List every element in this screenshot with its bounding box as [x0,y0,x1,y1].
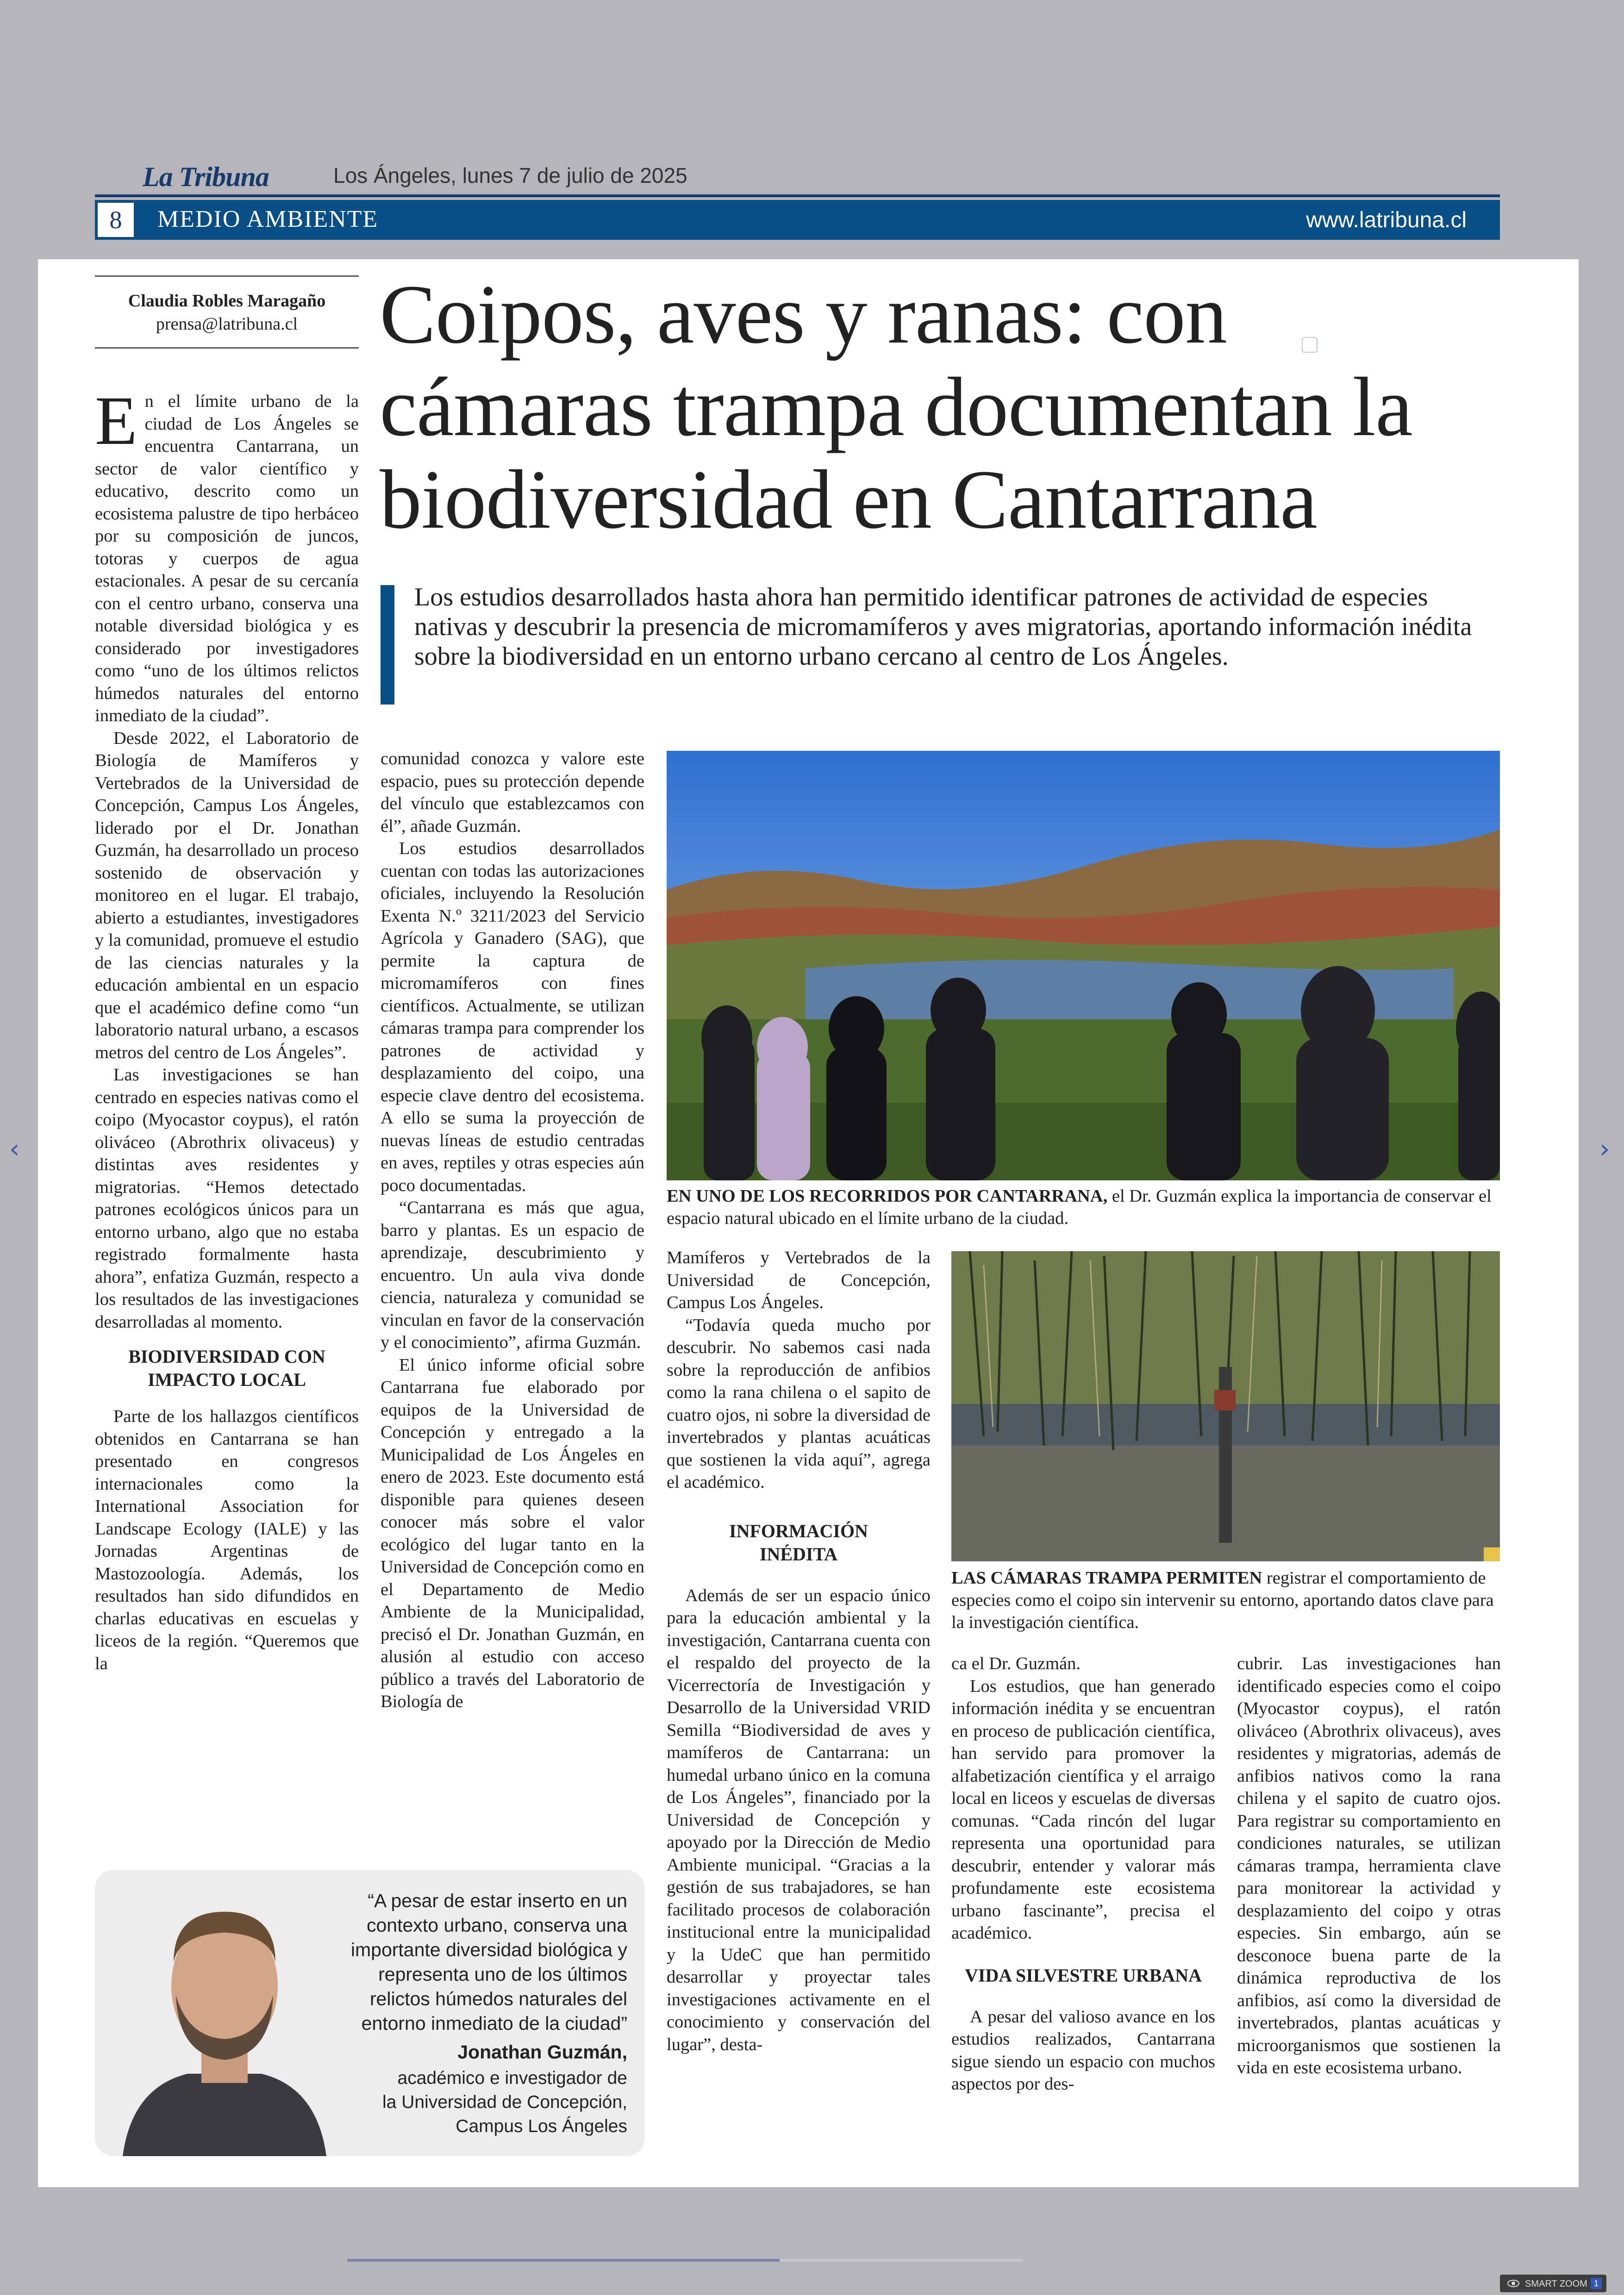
paragraph: El único informe oficial sobre Cantarrana fue elaborado por equipos de la Universidad de Concepción y entregado a la Municipalidad de Los Ángeles en enero de 2023. Este documento está disponible para quienes deseen conocer más sobre el valor ecológico del lugar tanto en la Universidad de Concepción como en el Departamento de Medio Ambiente de la Municipalidad, precisó el Dr. Jonathan Guzmán, en alusión al estudio con acceso público a través del Laboratorio de Biología de [381,1355,644,1711]
article-column-5 [1237,1653,1501,2079]
issue-date: Los Ángeles, lunes 7 de julio de 2025 [333,163,687,187]
author-name: Claudia Robles Maragaño [128,291,326,311]
paragraph: comunidad conozca y valore este espacio, pues su protección depende del vínculo que establezcamos con él”, añade Guzmán. [381,749,644,836]
next-page-button[interactable]: › [1599,1134,1610,1164]
lead-paragraph: Los estudios desarrollados hasta ahora han permitido identificar patrones de actividad de especies nativas y descubrir la presencia de micromamíferos y aves migratorias, aportando información inédita sobre la biodiversidad en un entorno urbano cercano al centro de Los Ángeles. [414,583,1472,671]
site-url: www.latribuna.cl [1306,208,1467,232]
article-column-3 [667,1247,931,2056]
section-name: MEDIO AMBIENTE [157,206,379,232]
paragraph: Mamíferos y Vertebrados de la Universidad de Concepción, Campus Los Ángeles. [667,1248,931,1312]
paragraph: Las investigaciones se han centrado en especies nativas como el coipo (Myocastor coypus), el ratón oliváceo (Abrothrix olivaceus) y distintas aves residentes y migratorias. “Hemos detectado patrones ecológicos únicos para un entorno urbano, algo que no estaba registrado formalmente hasta ahora”, enfatiza Guzmán, respecto a los resultados de las investigaciones desarrolladas al momento. [95,1065,359,1332]
camera-trap-photo [951,1251,1500,1561]
paragraph: cubrir. Las investigaciones han identificado especies como el coipo (Myocastor coypus), el ratón oliváceo (Abrothrix olivaceus), aves residentes y migratorias, además de anfibios nativos como la rana chilena y el sapito de cuatro ojos. Para registrar su comportamiento en condiciones naturales, se utilizan cámaras trampa, herramienta clave para monitorear la actividad y desplazamiento del coipo y otras especies. Sin embargo, aún se desconoce buena parte de la dinámica reproductiva de los anfibios, así como la diversidad de invertebrados, plantas acuáticas y microorganismos que sostienen la vida en este ecosistema urbano. [1237,1654,1501,2077]
caption-lead: LAS CÁMARAS TRAMPA PERMITEN [951,1568,1262,1588]
smart-zoom-label: SMART ZOOM [1525,2279,1587,2289]
article-column-4 [951,1653,1215,2095]
quote-author: Jonathan Guzmán, [457,2041,627,2063]
portrait-photo [95,1870,354,2156]
subheading: BIODIVERSIDAD CON IMPACTO LOCAL [128,1346,325,1390]
subheading: INFORMACIÓN INÉDITA [729,1520,868,1565]
masthead-rule [95,194,1500,197]
byline [95,275,359,349]
paragraph: ca el Dr. Guzmán. [951,1654,1081,1673]
paragraph: Además de ser un espacio único para la educación ambiental y la investigación, Cantarrana cuenta con el respaldo del proyecto de la Vicerrectoría de Investigación y Desarrollo de la Universidad VRID Semilla “Biodiversidad de aves y mamíferos de Cantarrana: un humedal urbano único en la comuna de Los Ángeles”, financiado por la Universidad de Concepción y apoyado por la Dirección de Medio Ambiente municipal. “Gracias a la gestión de sus trabajadores, se han facilitado procesos de colaboración institucional entre la municipalidad y la UdeC que han permitido desarrollar y proyectar tales investigaciones activamente en el conocimiento y conservación del lugar”, desta- [667,1585,931,2054]
caption-text: registrar el comportamiento de especies como el coipo sin intervenir su entorno, aportando datos clave para la investigación científica. [951,1568,1494,1632]
page-progress-fill [347,2259,780,2262]
role-line: académico e investigador de [397,2068,627,2088]
drop-cap: E [95,382,137,459]
paragraph: n el límite urbano de la ciudad de Los Ángeles se encuentra Cantarrana, un sector de valor científico y educativo, descrito como un ecosistema palustre de tipo herbáceo por su composición de juncos, totoras y cuerpos de agua estacionales. A pesar de su cercanía con el centro urbano, conserva una notable diversidad biológica y es considerado por investigadores como “uno de los últimos relictos húmedos naturales del entorno inmediato de la ciudad”. [95,392,359,725]
paragraph: Los estudios desarrollados cuentan con todas las autorizaciones oficiales, incluyendo la Resolución Exenta N.º 3211/2023 del Servicio Agrícola y Ganadero (SAG), que permite la captura de micromamíferos con fines científicos. Actualmente, se utilizan cámaras trampa para comprender los patrones de actividad y desplazamiento del coipo, una especie clave dentro del ecosistema. A ello se suma la proyección de nuevas líneas de estudio centradas en aves, reptiles y otras especies aún poco documentadas. [381,839,644,1195]
previous-page-button[interactable]: ‹ [9,1134,20,1164]
note-icon[interactable] [1302,337,1318,353]
eye-icon [1507,2279,1519,2288]
smart-zoom-button[interactable] [1500,2275,1606,2292]
article-column-1 [95,382,359,1675]
quote-author-role [347,2066,627,2139]
caption-text: el Dr. Guzmán explica la importancia de conservar el espacio natural ubicado en el límite urbano de la ciudad. [667,1186,1492,1228]
paragraph: Los estudios, que han generado información inédita y se encuentran en proceso de publicación científica, han servido para promover la alfabetización científica y el arraigo local en liceos y escuelas de diversas comunas. “Cada rincón del lugar representa una oportunidad para descubrir, entender y valorar más profundamente este ecosistema urbano fascinante”, precisa el académico. [951,1676,1215,1943]
zoom-page-indicator: 1 [1591,2278,1602,2289]
subheading: VIDA SILVESTRE URBANA [964,1964,1202,1986]
quote-text: “A pesar de estar inserto en un contexto urbano, conserva una importante diversidad biológica y representa uno de los últimos relictos húmedos naturales del entorno inmediato de la ciudad” [350,1890,627,2034]
paragraph: “Cantarrana es más que agua, barro y plantas. Es un espacio de aprendizaje, descubrimiento y encuentro. Un aula viva donde ciencia, naturaleza y comunidad se vinculan en favor de la conservación y el conocimiento”, afirma Guzmán. [381,1198,644,1352]
paragraph: “Todavía queda mucho por descubrir. No sabemos casi nada sobre la reproducción de anfibios como la rana chilena o el sapito de cuatro ojos, ni sobre la diversidad de invertebrados y plantas acuáticas que sostienen la vida aquí”, agrega el académico. [667,1315,931,1492]
lead-accent-bar [381,585,394,705]
role-line: la Universidad de Concepción, [382,2092,627,2112]
article-column-2 [381,748,644,1713]
page-number: 8 [95,200,137,240]
newspaper-logo: La Tribuna [143,162,269,192]
author-email: prensa@latribuna.cl [156,314,298,334]
headline: Coipos, aves y ranas: con cámaras trampa documentan la biodiversidad en Cantarrana [380,268,1412,546]
pull-quote [95,1870,645,2156]
role-line: Campus Los Ángeles [456,2116,627,2136]
field-visit-photo [667,751,1500,1180]
paragraph: Parte de los hallazgos científicos obtenidos en Cantarrana se han presentado en congresos internacionales como la International Association for Landscape Ecology (IALE) y las Jornadas Argentinas de Mastozoología. Además, los resultados han sido difundidos en charlas educativas en escuelas y liceos de la región. “Queremos que la [95,1407,359,1673]
photo-caption [667,1185,1500,1229]
paragraph: A pesar del valioso avance en los estudios realizados, Cantarrana sigue siendo un espacio con muchos aspectos por des- [951,2007,1215,2094]
photo-caption [951,1567,1500,1634]
caption-lead: EN UNO DE LOS RECORRIDOS POR CANTARRANA, [667,1186,1108,1206]
paragraph: Desde 2022, el Laboratorio de Biología de Mamíferos y Vertebrados de la Universidad de Concepción, Campus Los Ángeles, liderado por el Dr. Jonathan Guzmán, ha desarrollado un proceso sostenido de observación y monitoreo en el lugar. El trabajo, abierto a estudiantes, investigadores y la comunidad, promueve el estudio de las ciencias naturales y la educación ambiental en un espacio que el académico define como “un laboratorio natural urbano, a escasos metros del centro de Los Ángeles”. [95,728,359,1062]
